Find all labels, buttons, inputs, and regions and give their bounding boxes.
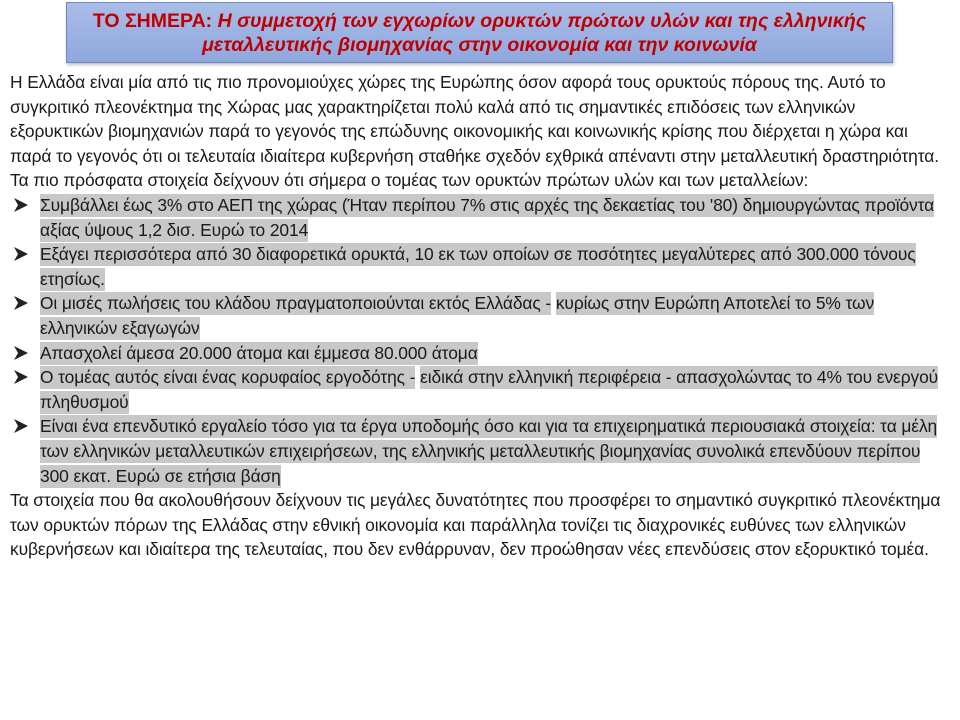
closing-paragraph: Τα στοιχεία που θα ακολουθήσουν δείχνουν τις μεγάλες δυνατότητες που προσφέρει το σημαντικό συγκριτικό πλεονέκτημα των ορυκτών πόρων της Ελλάδας στην εθνική οικονομία και παράλληλα τονίζει τις διαχρονικές ευθύνες των ελληνικών κυβερνήσεων και ιδιαίτερα της τελευταίας, που δεν ενθάρρυναν, δεν προώθησαν νέες επενδύσεις στον εξορυκτικό τομέα. <box>10 490 941 560</box>
arrowhead-bullet-icon <box>11 367 31 387</box>
title-lead: ΤΟ ΣΗΜΕΡΑ: <box>92 9 213 32</box>
bullet-text: Εξάγει περισσότερα από 30 διαφορετικά ορυκτά, 10 εκ των οποίων σε ποσότητες μεγαλύτερες από 300.000 τόνους ετησίως. <box>40 244 916 289</box>
bullet-text: Συμβάλλει έως 3% στο ΑΕΠ της χώρας (Ήταν περίπου 7% στις αρχές της δεκαετίας του '80) δημιουργώντας προϊόντα αξίας ύψους 1,2 δισ. Ευρώ το 2014 <box>40 194 935 240</box>
list-item <box>10 242 950 291</box>
bullet-text: Είναι ένα επενδυτικό εργαλείο τόσο για τα έργα υποδομής όσο και για τα επιχειρηματικά περιουσιακά στοιχεία: τα μέλη των ελληνικών μεταλλευτικών επιχειρήσεων, της ελληνικής μεταλλευτικής βιομηχανίας συνολικά επενδύουν περίπου 300 εκατ. Ευρώ σε ετήσια βάση <box>40 416 938 486</box>
arrowhead-bullet-icon <box>11 416 31 436</box>
slide-body <box>10 70 950 562</box>
bullet-text-continued: κυρίως στην Ευρώπη Αποτελεί το 5% των ελληνικών εξαγωγών <box>40 293 875 338</box>
slide-title <box>66 2 893 63</box>
list-item <box>10 341 950 366</box>
arrowhead-bullet-icon <box>11 293 31 313</box>
bullet-text-continued: ειδικά στην ελληνική περιφέρεια - απασχολώντας το 4% του ενεργού πληθυσμού <box>40 367 939 412</box>
intro-lead-in: Τα πιο πρόσφατα στοιχεία δείχνουν ότι σήμερα ο τομέας των ορυκτών πρώτων υλών και των μεταλλείων: <box>10 170 809 191</box>
arrowhead-bullet-icon <box>11 244 31 264</box>
list-item <box>10 291 950 340</box>
list-item <box>10 193 950 242</box>
arrowhead-bullet-icon <box>11 195 31 215</box>
list-item <box>10 365 950 414</box>
bullet-text: Ο τομέας αυτός είναι ένας κορυφαίος εργοδότης - <box>40 367 416 388</box>
bullet-list <box>10 193 950 488</box>
bullet-text: Απασχολεί άμεσα 20.000 άτομα και έμμεσα 80.000 άτομα <box>40 342 478 363</box>
slide-title-text <box>75 9 884 57</box>
title-rest: Η συμμετοχή των εγχωρίων ορυκτών πρώτων υλών και της ελληνικής μεταλλευτικής βιομηχανίας στην οικονομία και την κοινωνία <box>202 9 867 56</box>
bullet-text: Οι μισές πωλήσεις του κλάδου πραγματοποιούνται εκτός Ελλάδας - <box>40 293 552 314</box>
list-item <box>10 414 950 488</box>
intro-paragraph: Η Ελλάδα είναι μία από τις πιο προνομιούχες χώρες της Ευρώπης όσον αφορά τους ορυκτούς πόρους της. Αυτό το συγκριτικό πλεονέκτημα της Χώρας μας χαρακτηρίζεται πολύ καλά από τις σημαντικές επιδόσεις των ελληνικών εξορυκτικών βιομηχανιών παρά το γεγονός της επώδυνης οικονομικής και κοινωνικής κρίσης που διέρχεται η χώρα και παρά το γεγονός ότι οι τελευταία ιδιαίτερα κυβερνήση σταθήκε σχεδόν εχθρικά απέναντι στην μεταλλευτική δραστηριότητα. <box>10 72 939 166</box>
arrowhead-bullet-icon <box>11 343 31 363</box>
